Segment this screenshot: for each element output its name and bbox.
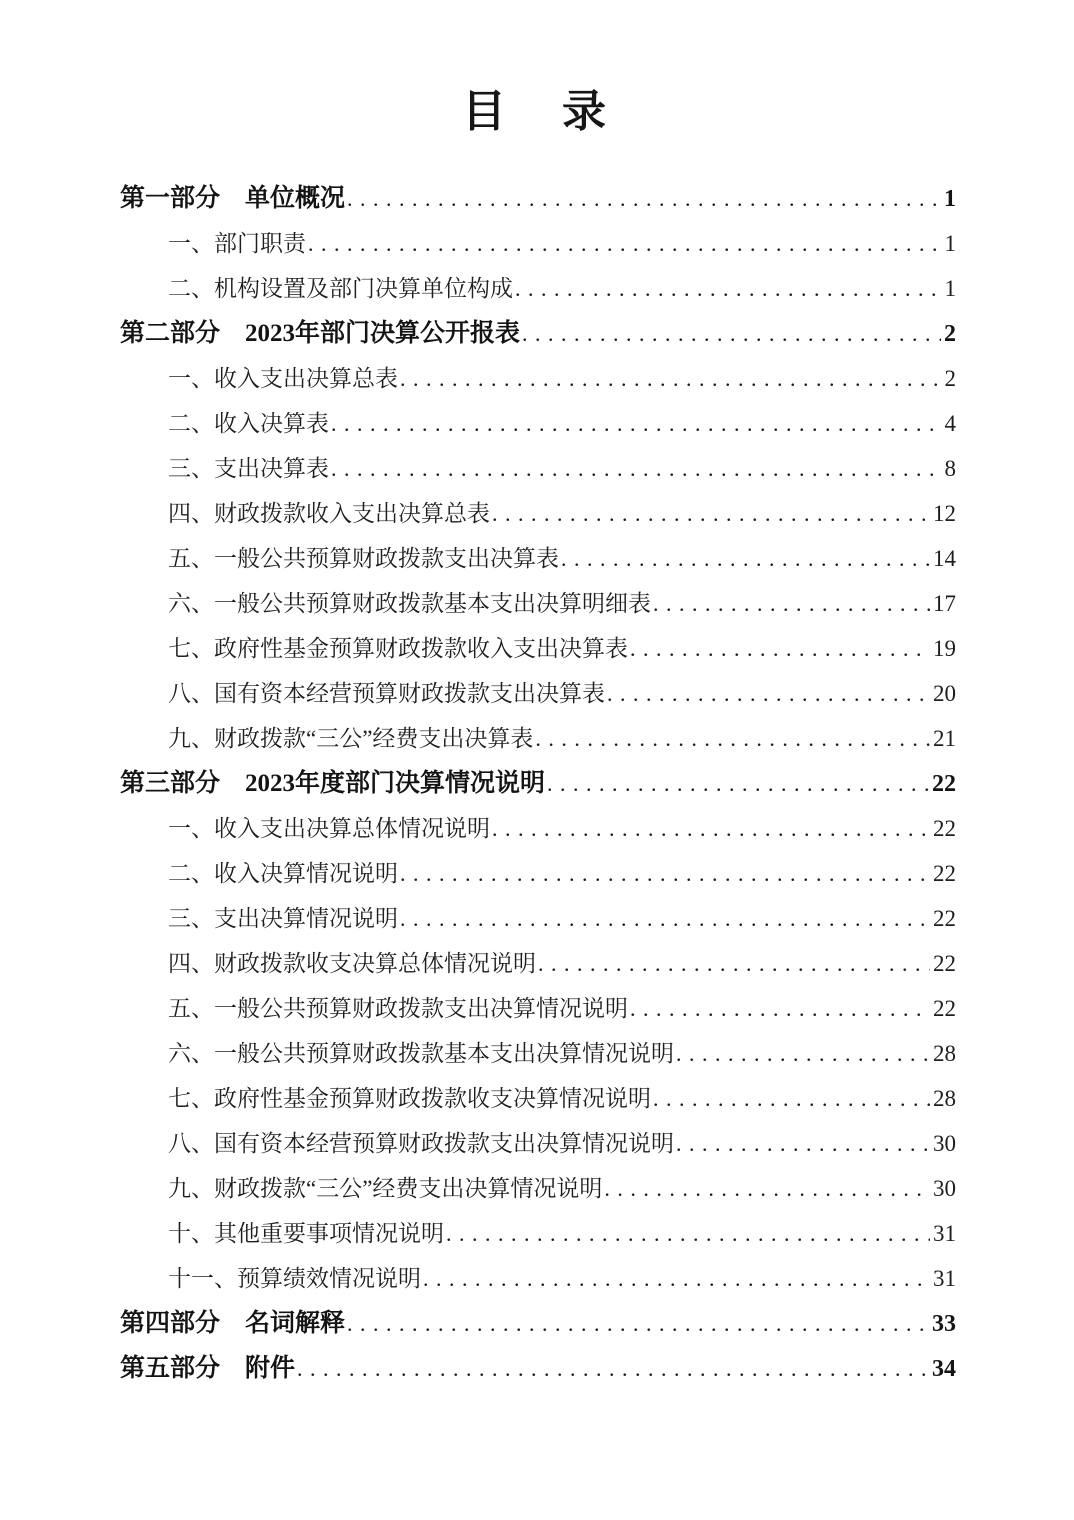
toc-entry-page-number: 22 <box>932 771 956 797</box>
toc-entry-page-number: 12 <box>933 501 956 526</box>
toc-entry-label: 八、国有资本经营预算财政拨款支出决算情况说明 <box>168 1131 674 1156</box>
toc-entry-page-number: 1 <box>944 276 956 301</box>
toc-entry-label: 十、其他重要事项情况说明 <box>168 1221 444 1246</box>
toc-item-entry <box>120 536 956 581</box>
toc-entry-label: 九、财政拨款“三公”经费支出决算情况说明 <box>168 1176 603 1201</box>
dot-leader <box>308 221 942 266</box>
dot-leader <box>297 1346 929 1391</box>
toc-entry-label: 三、支出决算情况说明 <box>168 906 398 931</box>
toc-item-entry <box>120 356 956 401</box>
toc-entry-page-number: 33 <box>932 1311 956 1337</box>
toc-entry-label: 五、一般公共预算财政拨款支出决算表 <box>168 546 559 571</box>
toc-entry-label: 四、财政拨款收支决算总体情况说明 <box>168 951 536 976</box>
dot-leader <box>547 761 929 806</box>
toc-entry-page-number: 20 <box>933 681 956 706</box>
page-title: 目 录 <box>462 87 612 136</box>
dot-leader <box>522 311 941 356</box>
dot-leader <box>676 1121 930 1166</box>
toc-entry-page-number: 30 <box>933 1176 956 1201</box>
dot-leader <box>331 401 942 446</box>
toc-item-entry <box>120 1076 956 1121</box>
dot-leader <box>561 536 930 581</box>
toc-entry-page-number: 28 <box>933 1086 956 1111</box>
toc-entry-page-number: 30 <box>933 1131 956 1156</box>
toc-item-entry <box>120 1166 956 1211</box>
toc-item-entry <box>120 896 956 941</box>
toc-section-entry <box>120 1346 956 1391</box>
toc-entry-page-number: 1 <box>944 231 956 256</box>
toc-item-entry <box>120 221 956 266</box>
toc-item-entry <box>120 671 956 716</box>
toc-entry-page-number: 19 <box>933 636 956 661</box>
toc-entry-page-number: 14 <box>933 546 956 571</box>
dot-leader <box>630 626 930 671</box>
dot-leader <box>653 581 930 626</box>
toc-section-entry <box>120 311 956 356</box>
toc-entry-label: 第二部分 2023年部门决算公开报表 <box>120 320 521 347</box>
dot-leader <box>535 716 930 761</box>
toc-entry-label: 一、收入支出决算总表 <box>168 366 398 391</box>
toc-entry-label: 四、财政拨款收入支出决算总表 <box>168 501 490 526</box>
toc-section-entry <box>120 176 956 221</box>
toc-entry-label: 一、部门职责 <box>168 231 306 256</box>
dot-leader <box>676 1031 930 1076</box>
toc-entry-label: 三、支出决算表 <box>168 456 329 481</box>
toc-entry-page-number: 22 <box>933 816 956 841</box>
dot-leader <box>400 896 930 941</box>
toc-item-entry <box>120 941 956 986</box>
toc-entry-page-number: 34 <box>932 1356 956 1382</box>
toc-entry-label: 第四部分 名词解释 <box>120 1310 346 1337</box>
toc-section-entry <box>120 1301 956 1346</box>
toc-entry-label: 一、收入支出决算总体情况说明 <box>168 816 490 841</box>
dot-leader <box>446 1211 930 1256</box>
dot-leader <box>400 356 942 401</box>
toc-item-entry <box>120 1256 956 1301</box>
toc-entry-label: 六、一般公共预算财政拨款基本支出决算明细表 <box>168 591 651 616</box>
toc-item-entry <box>120 266 956 311</box>
dot-leader <box>653 1076 930 1121</box>
toc-entry-page-number: 4 <box>944 411 956 436</box>
toc-item-entry <box>120 401 956 446</box>
toc-section-entry <box>120 761 956 806</box>
toc-item-entry <box>120 716 956 761</box>
toc-item-entry <box>120 806 956 851</box>
toc-entry-page-number: 22 <box>933 996 956 1021</box>
toc-entry-label: 第一部分 单位概况 <box>120 185 346 212</box>
toc-item-entry <box>120 1211 956 1256</box>
toc-item-entry <box>120 491 956 536</box>
toc-item-entry <box>120 1031 956 1076</box>
toc-item-entry <box>120 986 956 1031</box>
toc-entry-label: 二、机构设置及部门决算单位构成 <box>168 276 513 301</box>
toc-entry-page-number: 22 <box>933 951 956 976</box>
dot-leader <box>630 986 930 1031</box>
dot-leader <box>604 1166 930 1211</box>
dot-leader <box>515 266 942 311</box>
toc-entry-page-number: 22 <box>933 906 956 931</box>
toc-entry-label: 第五部分 附件 <box>120 1355 296 1382</box>
toc-entry-label: 二、收入决算表 <box>168 411 329 436</box>
toc-entry-label: 第三部分 2023年度部门决算情况说明 <box>120 770 546 797</box>
toc-entry-label: 七、政府性基金预算财政拨款收入支出决算表 <box>168 636 628 661</box>
dot-leader <box>538 941 930 986</box>
toc-list <box>120 176 956 1391</box>
toc-entry-page-number: 22 <box>933 861 956 886</box>
dot-leader <box>423 1256 930 1301</box>
dot-leader <box>331 446 942 491</box>
toc-entry-page-number: 2 <box>944 366 956 391</box>
toc-entry-page-number: 17 <box>933 591 956 616</box>
toc-entry-label: 八、国有资本经营预算财政拨款支出决算表 <box>168 681 605 706</box>
toc-entry-label: 二、收入决算情况说明 <box>168 861 398 886</box>
toc-entry-label: 五、一般公共预算财政拨款支出决算情况说明 <box>168 996 628 1021</box>
toc-entry-label: 十一、预算绩效情况说明 <box>168 1266 421 1291</box>
dot-leader <box>400 851 930 896</box>
dot-leader <box>492 806 930 851</box>
dot-leader <box>607 671 930 716</box>
toc-entry-page-number: 1 <box>944 186 956 212</box>
toc-entry-label: 六、一般公共预算财政拨款基本支出决算情况说明 <box>168 1041 674 1066</box>
toc-entry-page-number: 8 <box>944 456 956 481</box>
toc-item-entry <box>120 1121 956 1166</box>
toc-item-entry <box>120 626 956 671</box>
dot-leader <box>347 176 941 221</box>
toc-item-entry <box>120 851 956 896</box>
toc-entry-page-number: 21 <box>933 726 956 751</box>
toc-entry-page-number: 31 <box>933 1221 956 1246</box>
toc-entry-page-number: 31 <box>933 1266 956 1291</box>
toc-entry-page-number: 2 <box>944 321 956 347</box>
toc-entry-label: 九、财政拨款“三公”经费支出决算表 <box>168 726 534 751</box>
toc-entry-page-number: 28 <box>933 1041 956 1066</box>
dot-leader <box>492 491 930 536</box>
dot-leader <box>347 1301 929 1346</box>
toc-entry-label: 七、政府性基金预算财政拨款收支决算情况说明 <box>168 1086 651 1111</box>
toc-item-entry <box>120 446 956 491</box>
toc-item-entry <box>120 581 956 626</box>
